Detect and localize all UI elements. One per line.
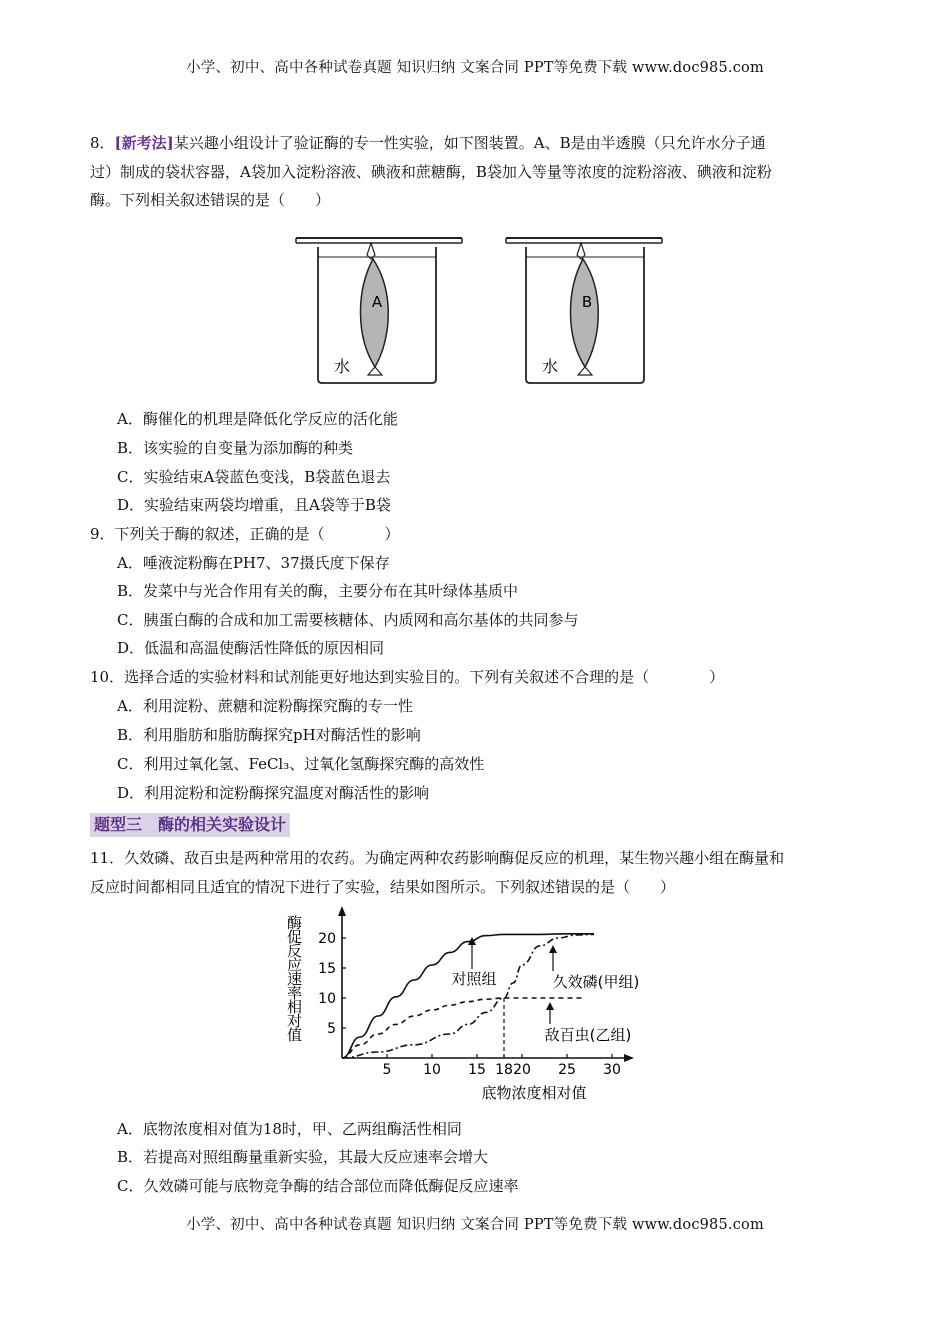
q10-option-b: B．利用脂肪和脂肪酶探究pH对酶活性的影响	[117, 726, 421, 744]
x-tick-label: 15	[468, 1062, 486, 1078]
q8-option-a: A．酶催化的机理是降低化学反应的活化能	[117, 410, 398, 428]
chart-axes	[318, 906, 634, 1078]
q8-option-d: D．实验结束两袋均增重，且A袋等于B袋	[117, 496, 391, 514]
y-tick-label: 10	[318, 991, 336, 1007]
annotation-jiuxiaolin: 久效磷(甲组)	[552, 973, 640, 991]
y-tick-label: 20	[318, 931, 336, 947]
q8-line1	[90, 133, 766, 153]
q10-option-d: D．利用淀粉和淀粉酶探究温度对酶活性的影响	[117, 784, 430, 802]
q9-option-d: D．低温和高温使酶活性降低的原因相同	[117, 639, 385, 657]
q8-tag: [新考法]	[114, 134, 174, 152]
q10-option-c: C．利用过氧化氢、FeCl₃、过氧化氢酶探究酶的高效性	[117, 755, 485, 773]
annotation-control: 对照组	[451, 970, 497, 988]
q8-beaker-figure	[292, 229, 662, 389]
page-footer: 小学、初中、高中各种试卷真题 知识归纳 文案合同 PPT等免费下载 www.doc985.com	[186, 1217, 764, 1233]
x-tick-label: 5	[382, 1062, 392, 1078]
q11-chart	[285, 907, 648, 1107]
bag-a-label: A	[371, 293, 383, 311]
page-header: 小学、初中、高中各种试卷真题 知识归纳 文案合同 PPT等免费下载 www.doc985.com	[186, 60, 764, 76]
chart-ylabel: 酶促反应速率相对值	[285, 915, 303, 1041]
q9-option-c: C．胰蛋白酶的合成和加工需要核糖体、内质网和高尔基体的共同参与	[117, 611, 579, 629]
q8-line3: 酶。下列相关叙述错误的是（ ）	[90, 191, 331, 209]
x-tick-label: 20	[513, 1062, 531, 1078]
q11-option-a: A．底物浓度相对值为18时，甲、乙两组酶活性相同	[117, 1120, 462, 1138]
x-tick-label: 25	[558, 1062, 576, 1078]
water-b-label: 水	[542, 357, 559, 376]
annotation-dibaichong-arrowhead	[546, 1002, 554, 1010]
q10-option-a: A．利用淀粉、蔗糖和淀粉酶探究酶的专一性	[117, 697, 413, 715]
q11-option-b: B．若提高对照组酶量重新实验，其最大反应速率会增大	[117, 1148, 489, 1166]
q8-number: 8．	[90, 134, 115, 152]
water-a-label: 水	[334, 357, 351, 376]
x-axis-arrow	[624, 1054, 634, 1062]
q10-stem: 10．选择合适的实验材料和试剂能更好地达到实验目的。下列有关叙述不合理的是（ ）	[90, 668, 725, 686]
chart-annotations	[451, 937, 639, 1044]
q9-option-a: A．唾液淀粉酶在PH7、37摄氏度下保存	[117, 554, 390, 572]
q8-line2: 过）制成的袋状容器，A袋加入淀粉溶液、碘液和蔗糖酶，B袋加入等量等浓度的淀粉溶液、碘液和淀粉	[90, 163, 772, 181]
x-tick-label: 30	[603, 1062, 621, 1078]
q8-option-c: C．实验结束A袋蓝色变浅，B袋蓝色退去	[117, 468, 391, 486]
annotation-dibaichong: 敌百虫(乙组)	[544, 1026, 632, 1044]
beaker-b	[506, 238, 662, 383]
y-axis-arrow	[338, 906, 346, 916]
x-tick-label: 10	[423, 1062, 441, 1078]
q9-option-b: B．发菜中与光合作用有关的酶，主要分布在其叶绿体基质中	[117, 582, 519, 600]
section-title: 题型三 酶的相关实验设计	[90, 813, 290, 837]
q8-text1: 某兴趣小组设计了验证酶的专一性实验，如下图装置。A、B是由半透膜（只允许水分子通	[173, 134, 766, 152]
q9-stem: 9．下列关于酶的叙述，正确的是（ ）	[90, 525, 400, 543]
annotation-jiuxiaolin-arrowhead	[549, 945, 557, 953]
q8-option-b: B．该实验的自变量为添加酶的种类	[117, 439, 354, 457]
y-tick-label: 5	[327, 1021, 336, 1037]
q11-line2: 反应时间都相同且适宜的情况下进行了实验，结果如图所示。下列叙述错误的是（ ）	[90, 878, 676, 896]
beaker-a	[296, 238, 462, 383]
x-tick-label: 18	[495, 1062, 513, 1078]
chart-xlabel: 底物浓度相对值	[481, 1084, 587, 1102]
q11-line1: 11．久效磷、敌百虫是两种常用的农药。为确定两种农药影响酶促反应的机理，某生物兴趣小组在酶量和	[90, 849, 785, 867]
bag-b-label: B	[581, 293, 593, 311]
y-tick-label: 15	[318, 961, 336, 977]
q11-option-c: C．久效磷可能与底物竞争酶的结合部位而降低酶促反应速率	[117, 1177, 519, 1195]
